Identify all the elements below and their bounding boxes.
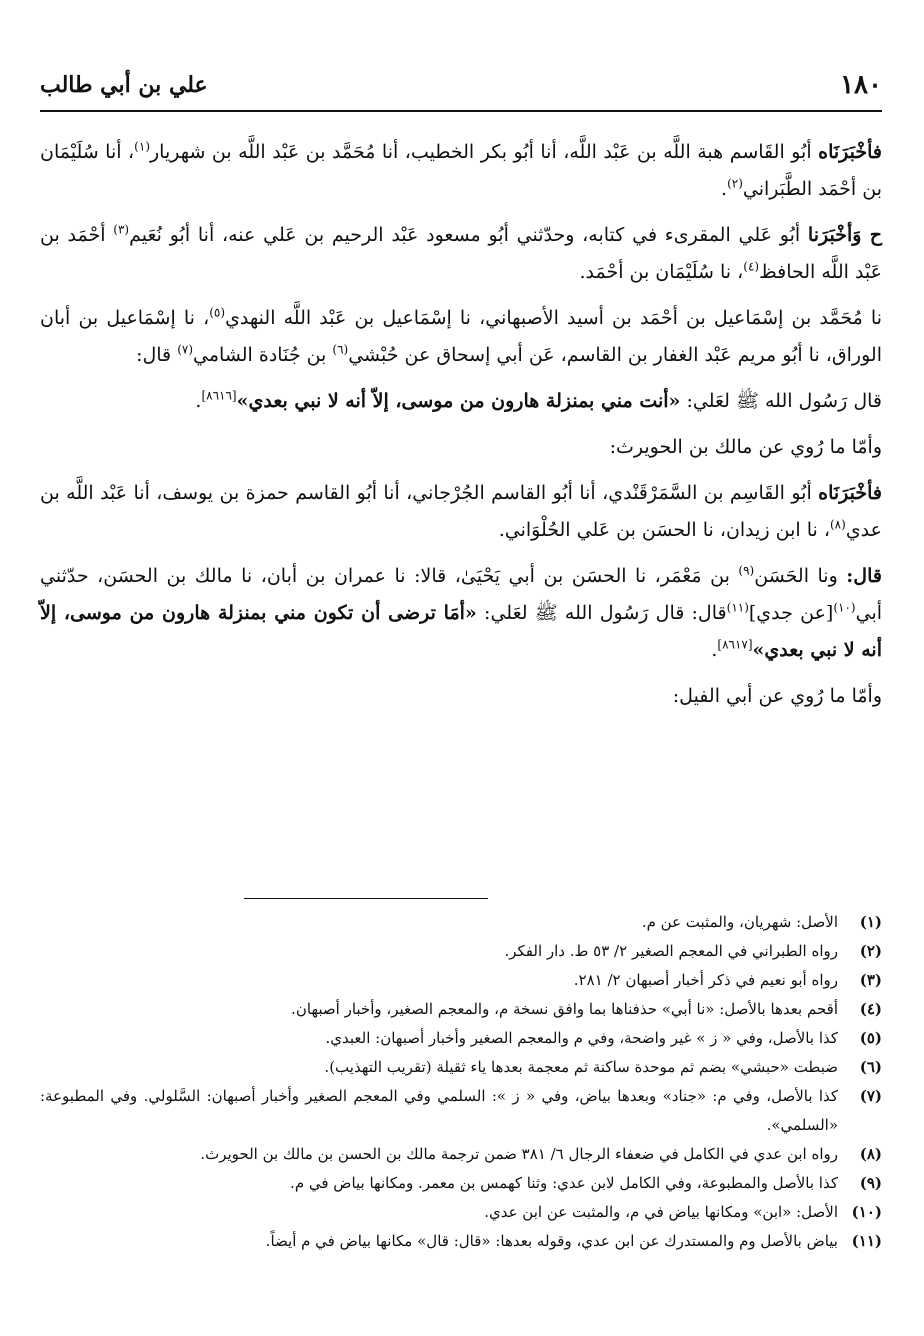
paragraph-text: قال: <box>136 344 178 366</box>
paragraph-text: بن مَعْمَر، نا الحسَن بن أبي يَحْيَىٰ، قالا: نا عمران بن أبان، نا مالك بن الحسَن، حدّثني أبي <box>40 565 883 624</box>
paragraph-text: . <box>711 639 718 661</box>
footnote-text: ضبطت «حبشي» بضم ثم موحدة ساكنة ثم معجمة بعدها ياء ثقيلة (تقريب التهذيب). <box>324 1058 838 1076</box>
footnote-text: الأصل: شهريان، والمثبت عن م. <box>641 913 838 931</box>
paragraph-text: قال رَسُول الله ﷺ لعَلي: <box>680 390 882 412</box>
paragraph <box>40 383 882 420</box>
paragraph <box>40 475 882 549</box>
page-number: ١٨٠ <box>840 70 882 100</box>
footnote <box>40 1169 882 1198</box>
paragraph-lead: فأخْبَرَنَاه <box>818 482 882 504</box>
paragraph-text: أبُو عَلي المقرىء في كتابه، وحدّثني أبُو مسعود عَبْد الرحيم بن عَلي عنه، أنا أبُو نُعَيم <box>129 224 808 246</box>
hadith-ref-number: [٨٦١٧] <box>717 637 753 652</box>
footnote-number: (١) <box>859 913 882 931</box>
footnote-number: (٦) <box>859 1058 882 1076</box>
hadith-ref-number: [٨٦١٦] <box>201 388 237 403</box>
paragraph-text: بن جُنَادة الشامي <box>193 344 333 366</box>
footnote-ref: (٢) <box>727 176 743 191</box>
footnote <box>40 1053 882 1082</box>
paragraph <box>40 134 882 208</box>
footnote-separator <box>244 898 488 899</box>
footnote-number: (٨) <box>859 1145 882 1163</box>
paragraph-lead: فأخْبَرَنَاه <box>818 141 882 163</box>
footnote-number: (٤) <box>859 1000 882 1018</box>
footnote-text: كذا بالأصل، وفي « ز » غير واضحة، وفي م والمعجم الصغير وأخبار أصبهان: العبدي. <box>325 1029 838 1047</box>
footnote-number: (١٠) <box>851 1203 882 1221</box>
footnote-text: رواه ابن عدي في الكامل في ضعفاء الرجال ٦/ ٣٨١ ضمن ترجمة مالك بن الحسن بن مالك بن الحويرث. <box>200 1145 838 1163</box>
footnote-number: (٣) <box>859 971 882 989</box>
footnote <box>40 937 882 966</box>
footnote-text: كذا بالأصل، وفي م: «جناد» وبعدها بياض، وفي « ز »: السلمي وفي المعجم الصغير وأخبار أصبهان: السَّلولي. وفي المطبوعة: «السلمي». <box>40 1087 838 1134</box>
footnote <box>40 995 882 1024</box>
footnote-text: كذا بالأصل والمطبوعة، وفي الكامل لابن عدي: وثنا كهمس بن معمر. ومكانها بياض في م. <box>290 1174 838 1192</box>
footnote-text: رواه أبو نعيم في ذكر أخبار أصبهان ٢/ ٢٨١. <box>573 971 838 989</box>
footnote-number: (١١) <box>851 1232 882 1250</box>
hadith-quote: «أنت مني بمنزلة هارون من موسى، إلاّ أنه لا نبي بعدي» <box>236 390 681 412</box>
paragraph-text: أحْمَد بن عَبْد اللَّه الحافظ <box>40 224 882 283</box>
footnote-ref: (٧) <box>177 342 194 357</box>
footnote-text: الأصل: «ابن» ومكانها بياض في م، والمثبت عن ابن عدي. <box>484 1203 838 1221</box>
paragraph-text: أبُو القَاسِم بن السَّمَرْقَنْدي، أنا أبُو القاسم الجُرْجاني، أنا أبُو القاسم حمزة بن يوسف، أنا عَبْد اللَّه بن عدي <box>40 482 882 541</box>
footnote-ref: (٥) <box>209 305 226 320</box>
running-title: علي بن أبي طالب <box>40 72 208 98</box>
footnote-text: رواه الطبراني في المعجم الصغير ٢/ ٥٣ ط. دار الفكر. <box>504 942 838 960</box>
footnote-ref: (٤) <box>743 259 760 274</box>
footnotes <box>40 908 882 1256</box>
footnote <box>40 908 882 937</box>
footnote-number: (٩) <box>859 1174 882 1192</box>
paragraph <box>40 429 882 466</box>
paragraph-text: ، نا ابن زيدان، نا الحسَن بن عَلي الحُلْوَاني. <box>498 519 830 541</box>
paragraph-text: . <box>721 178 728 200</box>
footnote-number: (٧) <box>859 1087 882 1105</box>
paragraph-lead: ح وَأخْبَرَنا <box>807 224 883 246</box>
paragraph-text: . <box>195 390 202 412</box>
page-header <box>40 70 882 112</box>
paragraph-text: وأمّا ما رُوي عن أبي الفيل: <box>672 685 882 707</box>
paragraph-text: ونا الحَسَن <box>754 565 847 587</box>
footnote <box>40 1082 882 1140</box>
footnote-ref: (٦) <box>332 342 349 357</box>
paragraph <box>40 217 882 291</box>
paragraph <box>40 678 882 715</box>
paragraph-text: [عن جدي] <box>748 602 834 624</box>
paragraph-text: ، نا إسْمَاعيل بن أبان الوراق، نا أبُو مريم عَبْد الغفار بن القاسم، عَن أبي إسحاق عن حُبْشي <box>40 307 882 366</box>
paragraph <box>40 300 882 374</box>
paragraph-text: وأمّا ما رُوي عن مالك بن الحويرث: <box>609 436 882 458</box>
hadith-quote: «أمَا ترضى أن تكون مني بمنزلة هارون من موسى، إلاّ أنه لا نبي بعدي» <box>40 602 882 661</box>
footnote <box>40 1024 882 1053</box>
footnote <box>40 966 882 995</box>
paragraph-text: أبُو القَاسم هبة اللَّه بن عَبْد اللَّه، أنا أبُو بكر الخطيب، أنا مُحَمَّد بن عَبْد اللَّه بن شهريار <box>150 141 819 163</box>
footnote-number: (٢) <box>859 942 882 960</box>
main-text <box>40 134 882 724</box>
footnote-text: أقحم بعدها بالأصل: «نا أبي» حذفناها بما وافق نسخة م، والمعجم الصغير، وأخبار أصبهان. <box>291 1000 838 1018</box>
footnote-ref: (٣) <box>113 222 130 237</box>
footnote <box>40 1140 882 1169</box>
footnote-ref: (١٠) <box>833 600 856 615</box>
paragraph-text: نا مُحَمَّد بن إسْمَاعيل بن أحْمَد بن أسيد الأصبهاني، نا إسْمَاعيل بن عَبْد اللَّه النهدي <box>225 307 882 329</box>
paragraph-text: قال: قال رَسُول الله ﷺ لعَلي: <box>476 602 727 624</box>
paragraph-text: ، أنا سُلَيْمَان بن أحْمَد الطَّبَراني <box>40 141 882 200</box>
paragraph-lead: قال: <box>846 565 882 587</box>
footnote <box>40 1198 882 1227</box>
footnote-text: بياض بالأصل وم والمستدرك عن ابن عدي، وقوله بعدها: «قال: قال» مكانها بياض في م أيضاً. <box>265 1232 838 1250</box>
footnote-ref: (٨) <box>829 517 846 532</box>
paragraph <box>40 558 882 669</box>
footnote <box>40 1227 882 1256</box>
footnote-ref: (١) <box>134 139 150 154</box>
footnote-ref: (٩) <box>738 563 755 578</box>
paragraph-text: ، نا سُلَيْمَان بن أحْمَد. <box>579 261 744 283</box>
footnote-number: (٥) <box>859 1029 882 1047</box>
footnote-ref: (١١) <box>726 600 749 615</box>
